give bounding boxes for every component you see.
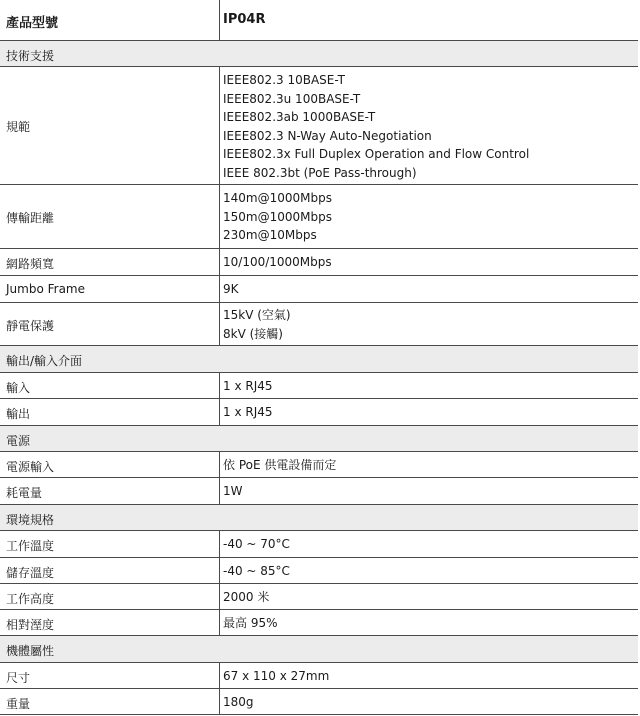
- row-label: 相對溼度: [6, 618, 55, 632]
- row-dimensions: [0, 663, 638, 689]
- column-divider: [219, 452, 220, 505]
- row-value: [223, 306, 291, 343]
- header-label: 產品型號: [6, 16, 59, 31]
- row-label: 耗電量: [6, 486, 43, 500]
- esd-line: 15kV (空氣): [223, 308, 291, 322]
- row-consumption: [0, 478, 638, 505]
- row-storage-temp: [0, 558, 638, 584]
- row-value: 9K: [223, 282, 239, 296]
- row-value: 10/100/1000Mbps: [223, 255, 332, 269]
- row-label: 重量: [6, 697, 31, 711]
- row-label: Jumbo Frame: [6, 282, 85, 296]
- section-tech-support: [0, 41, 638, 67]
- row-value: 180g: [223, 695, 254, 709]
- section-io: [0, 346, 638, 373]
- column-divider: [219, 373, 220, 426]
- row-value: 最高 95%: [223, 616, 278, 630]
- row-value: -40 ~ 70°C: [223, 537, 290, 551]
- row-label: 網路頻寬: [6, 257, 55, 271]
- row-value: [223, 71, 529, 182]
- section-physical: [0, 636, 638, 663]
- row-power-input: [0, 452, 638, 478]
- row-humidity: [0, 610, 638, 636]
- row-label: 工作高度: [6, 592, 55, 606]
- section-power: [0, 426, 638, 452]
- column-divider: [219, 531, 220, 636]
- standard-line: IEEE802.3x Full Duplex Operation and Flow Control: [223, 147, 530, 161]
- row-altitude: [0, 584, 638, 610]
- row-value: [223, 189, 332, 245]
- row-bandwidth: [0, 249, 638, 276]
- row-esd: [0, 303, 638, 346]
- row-input: [0, 373, 638, 399]
- row-output: [0, 399, 638, 426]
- row-label: 輸出: [6, 407, 31, 421]
- header-row: [0, 0, 638, 41]
- distance-line: 150m@1000Mbps: [223, 209, 332, 224]
- section-title: 技術支援: [6, 49, 55, 63]
- standard-line: IEEE802.3 N-Way Auto-Negotiation: [223, 128, 432, 143]
- row-jumbo-frame: [0, 276, 638, 303]
- row-value: 1 x RJ45: [223, 405, 273, 419]
- standard-line: IEEE802.3 10BASE-T: [223, 73, 345, 87]
- distance-line: 140m@1000Mbps: [223, 191, 332, 205]
- standard-line: IEEE802.3ab 1000BASE-T: [223, 110, 376, 124]
- row-label: 靜電保護: [6, 319, 55, 333]
- row-label: 規範: [6, 120, 31, 134]
- row-label: 輸入: [6, 381, 31, 395]
- row-value: -40 ~ 85°C: [223, 564, 290, 578]
- row-weight: [0, 689, 638, 715]
- esd-line: 8kV (接觸): [223, 326, 283, 341]
- row-label: 工作溫度: [6, 539, 55, 553]
- section-title: 機體屬性: [6, 644, 55, 658]
- column-divider: [219, 67, 220, 346]
- section-environment: [0, 505, 638, 531]
- standard-line: IEEE 802.3bt (PoE Pass-through): [223, 165, 417, 180]
- row-label: 尺寸: [6, 671, 31, 685]
- row-value: 67 x 110 x 27mm: [223, 669, 330, 683]
- section-title: 環境規格: [6, 513, 55, 527]
- distance-line: 230m@10Mbps: [223, 228, 317, 242]
- row-distance: [0, 185, 638, 249]
- row-value: 2000 米: [223, 590, 270, 604]
- column-divider: [219, 0, 220, 41]
- row-label: 電源輸入: [6, 460, 55, 474]
- section-title: 電源: [6, 434, 31, 448]
- row-label: 傳輸距離: [6, 211, 55, 225]
- row-standards: [0, 67, 638, 185]
- model-name: IP04R: [223, 12, 266, 27]
- section-title: 輸出/輸入介面: [6, 354, 83, 368]
- row-operating-temp: [0, 531, 638, 558]
- standard-line: IEEE802.3u 100BASE-T: [223, 91, 361, 106]
- row-value: 依 PoE 供電設備而定: [223, 458, 337, 472]
- row-value: 1 x RJ45: [223, 379, 273, 393]
- row-label: 儲存溫度: [6, 566, 55, 580]
- column-divider: [219, 663, 220, 715]
- row-value: 1W: [223, 484, 243, 498]
